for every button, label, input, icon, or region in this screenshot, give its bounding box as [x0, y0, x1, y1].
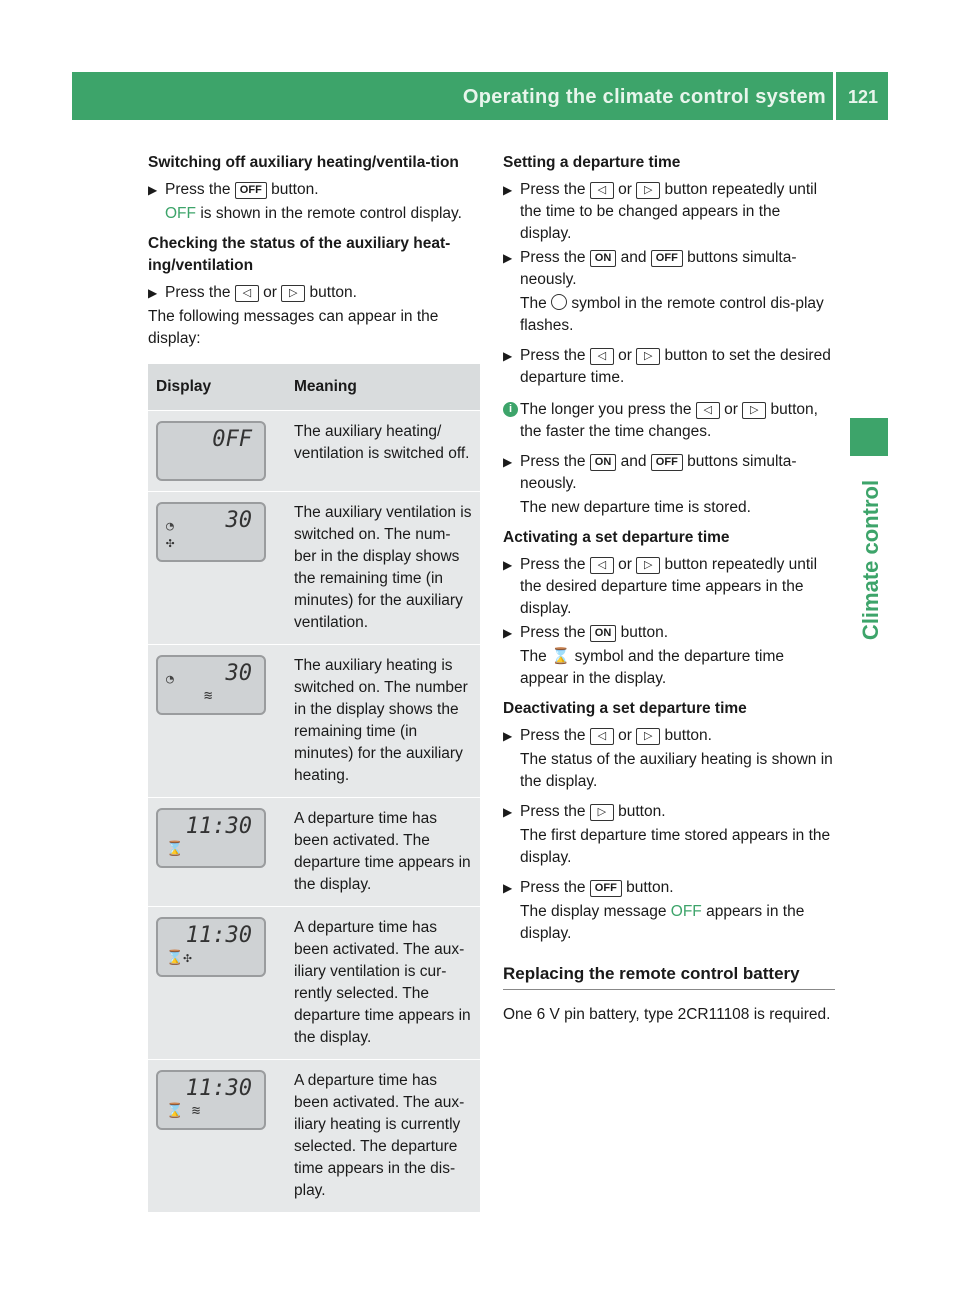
heat-icon: ≋: [204, 688, 213, 704]
page-number: 121: [847, 87, 878, 107]
arrow-icon: ▶: [503, 349, 513, 363]
right-key-icon: ▷: [590, 804, 614, 821]
step: ▶ Press the ◁ or ▷ button repeatedly until the time to be changed appears in the display.: [503, 181, 818, 242]
table-row: [148, 798, 480, 907]
step: ▶ Press the ON and OFF buttons simulta-neously.: [503, 453, 797, 492]
timer-fan-icon: ⌛✣: [166, 950, 192, 966]
status-table: [148, 364, 480, 1213]
result: The first departure time stored appears in the display.: [520, 827, 831, 866]
result: The symbol in the remote control dis-play flashes.: [520, 295, 824, 334]
step: ▶ Press the ▷ button.: [503, 801, 835, 823]
right-key-icon: ▷: [742, 402, 766, 419]
section-tab: [850, 418, 888, 456]
result: The status of the auxiliary heating is shown in the display.: [520, 751, 833, 790]
left-key-icon: ◁: [590, 557, 614, 574]
paragraph: The following messages can appear in the display:: [148, 308, 439, 347]
off-key-icon: OFF: [651, 250, 683, 267]
heading-battery: Replacing the remote control battery: [503, 963, 835, 990]
col-meaning: Meaning: [286, 364, 480, 411]
header-divider: [833, 72, 836, 120]
timer-heat-icon: ⌛ ≋: [166, 1103, 201, 1119]
heading-set-departure: Setting a departure time: [503, 154, 681, 171]
step: ▶ Press the ◁ or ▷ button.: [503, 725, 835, 747]
header-bar: [72, 72, 888, 120]
lcd-display: 11:30 ⌛: [156, 808, 266, 868]
table-row: [148, 645, 480, 798]
info-note: i The longer you press the ◁ or ▷ button, the faster the time changes.: [503, 399, 835, 443]
arrow-icon: ▶: [503, 626, 513, 640]
result: The ⌛ symbol and the departure time appear in the display.: [520, 648, 785, 687]
table-row: [148, 411, 480, 492]
left-key-icon: ◁: [590, 348, 614, 365]
off-key-icon: OFF: [651, 454, 683, 471]
arrow-icon: ▶: [148, 183, 158, 197]
lcd-display: 11:30 ⌛ ≋: [156, 1070, 266, 1130]
step: ▶ Press the ◁ or ▷ button to set the desired departure time.: [503, 347, 831, 386]
result: The display message OFF appears in the display.: [520, 903, 805, 942]
right-column: [503, 152, 835, 1034]
section-label: Climate control: [858, 479, 883, 641]
heading-check-status: Checking the status of the auxiliary heat-ing/ventilation: [148, 235, 451, 274]
meaning: A departure time has been activated. The aux-iliary ventilation is cur-rently selected. The departure time appears in the display.: [286, 907, 480, 1060]
on-key-icon: ON: [590, 625, 617, 642]
arrow-icon: ▶: [503, 881, 513, 895]
left-key-icon: ◁: [696, 402, 720, 419]
col-display: Display: [148, 364, 286, 411]
right-key-icon: ▷: [636, 728, 660, 745]
lcd-display: ◔ 30 ≋: [156, 655, 266, 715]
meaning: The auxiliary heating/ ventilation is switched off.: [286, 411, 480, 492]
meaning: The auxiliary heating is switched on. The number in the display shows the remaining time (in minutes) for the auxiliary heating.: [286, 645, 480, 798]
arrow-icon: ▶: [503, 251, 513, 265]
arrow-icon: ▶: [503, 558, 513, 572]
heading-deactivate-departure: Deactivating a set departure time: [503, 700, 747, 717]
result: The new departure time is stored.: [520, 499, 751, 516]
meaning: The auxiliary ventilation is switched on. The num-ber in the display shows the remaining time (in minutes) for the auxiliary ventilation.: [286, 492, 480, 645]
step: ▶ Press the ◁ or ▷ button.: [148, 282, 480, 304]
arrow-icon: ▶: [148, 286, 158, 300]
left-key-icon: ◁: [590, 728, 614, 745]
right-key-icon: ▷: [636, 557, 660, 574]
meaning: A departure time has been activated. The aux-iliary heating is currently selected. The departure time appears in the dis-play.: [286, 1060, 480, 1213]
departure-symbol-icon: ⌛: [551, 648, 571, 665]
clock-icon: ◔: [166, 672, 174, 687]
on-key-icon: ON: [590, 250, 617, 267]
heading-switch-off: Switching off auxiliary heating/ventila-tion: [148, 154, 459, 171]
heading-activate-departure: Activating a set departure time: [503, 529, 730, 546]
lcd-display: 0FF: [156, 421, 266, 481]
off-key-icon: OFF: [235, 182, 267, 199]
arrow-icon: ▶: [503, 729, 513, 743]
table-row: [148, 1060, 480, 1213]
lcd-display: ◔ 30 ✣: [156, 502, 266, 562]
left-column: [148, 152, 480, 1213]
fan-icon: ✣: [166, 535, 175, 551]
page-title: Operating the climate control system: [462, 86, 826, 108]
step: ▶ Press the ◁ or ▷ button repeatedly until the desired departure time appears in the display.: [503, 556, 818, 617]
clock-icon: ◔: [166, 519, 174, 534]
arrow-icon: ▶: [503, 805, 513, 819]
right-key-icon: ▷: [281, 285, 305, 302]
arrow-icon: ▶: [503, 183, 513, 197]
right-key-icon: ▷: [636, 348, 660, 365]
timer-icon: ⌛: [166, 841, 184, 857]
arrow-icon: ▶: [503, 455, 513, 469]
right-key-icon: ▷: [636, 182, 660, 199]
step: ▶ Press the ON button.: [503, 622, 835, 644]
step: ▶ Press the OFF button.: [503, 877, 835, 899]
step: ▶ Press the OFF button.: [148, 179, 480, 201]
left-key-icon: ◁: [590, 182, 614, 199]
info-icon: i: [503, 402, 518, 417]
step: ▶ Press the ON and OFF buttons simulta-neously.: [503, 249, 797, 288]
off-key-icon: OFF: [590, 880, 622, 897]
table-row: [148, 492, 480, 645]
timer-symbol-icon: [551, 294, 567, 310]
battery-paragraph: One 6 V pin battery, type 2CR11108 is required.: [503, 1006, 831, 1023]
result: OFF is shown in the remote control display.: [165, 205, 462, 222]
table-row: [148, 907, 480, 1060]
on-key-icon: ON: [590, 454, 617, 471]
lcd-display: 11:30 ⌛✣: [156, 917, 266, 977]
left-key-icon: ◁: [235, 285, 259, 302]
meaning: A departure time has been activated. The departure time appears in the display.: [286, 798, 480, 907]
